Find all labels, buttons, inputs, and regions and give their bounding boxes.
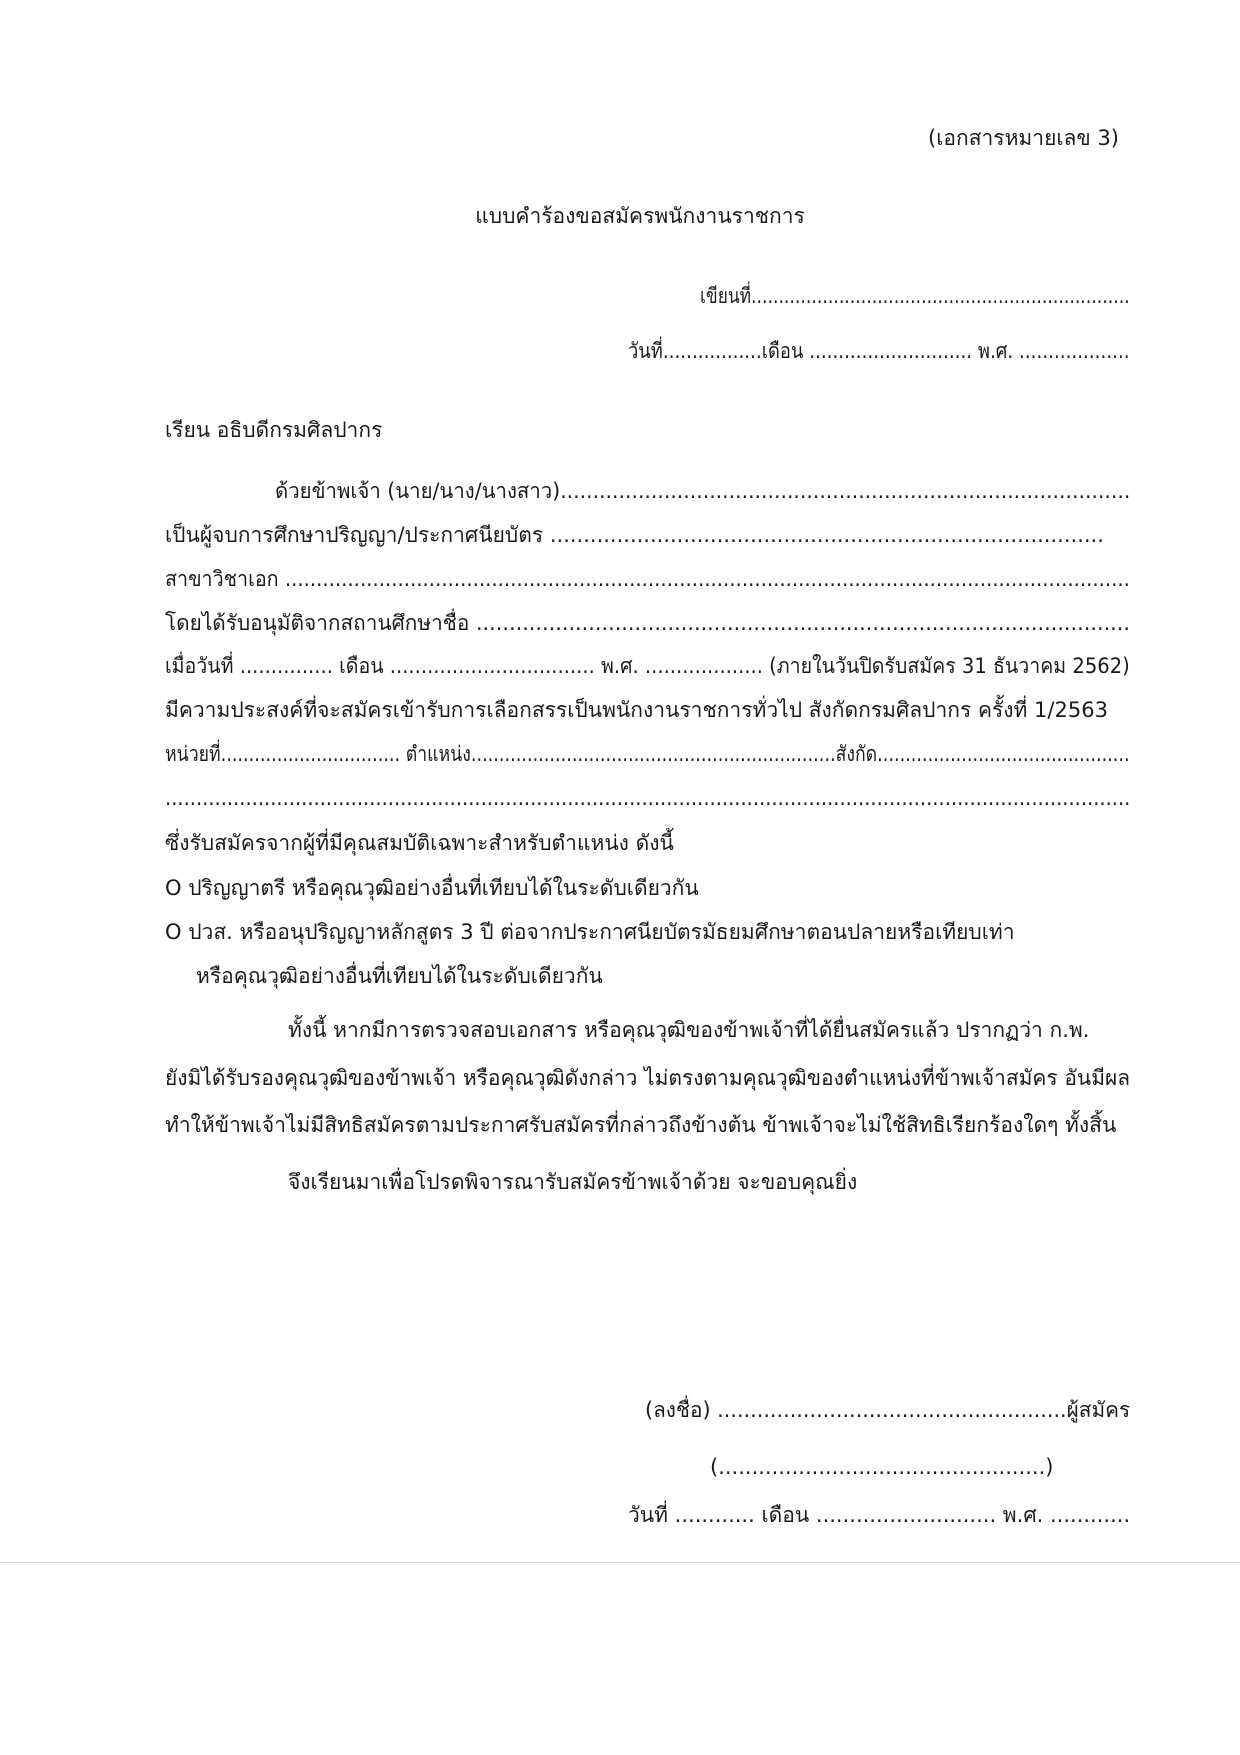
- position-line: หน่วยที่................................ ตำแหน่ง.................................................................สังกัด.............................................: [165, 742, 1130, 766]
- qualification-option-2: O ปวส. หรืออนุปริญญาหลักสูตร 3 ปี ต่อจากประกาศนียบัตรมัธยมศึกษาตอนปลายหรือเทียบเท่า: [165, 920, 1015, 944]
- written-at-line: เขียนที่.....................................................................: [700, 284, 1130, 308]
- document-number: (เอกสารหมายเลข 3): [928, 126, 1119, 150]
- intent-line: มีความประสงค์ที่จะสมัครเข้ารับการเลือกสรรเป็นพนักงานราชการทั่วไป สังกัดกรมศิลปากร ครั้งที่ 1/2563: [165, 698, 1108, 722]
- graduation-date-line: เมื่อวันที่ ............... เดือน ................................. พ.ศ. ................... (ภายในวันปิดรับสมัคร 31 ธันวาคม 2562): [165, 654, 1130, 678]
- declaration-line-3: ทำให้ข้าพเจ้าไม่มีสิทธิสมัครตามประกาศรับสมัครที่กล่าวถึงข้างต้น ข้าพเจ้าจะไม่ใช้สิทธิเรียกร้องใดๆ ทั้งสิ้น: [165, 1113, 1117, 1137]
- declaration-line-2: ยังมิได้รับรองคุณวุฒิของข้าพเจ้า หรือคุณวุฒิดังกล่าว ไม่ตรงตามคุณวุฒิของตำแหน่งที่ข้าพเจ้าสมัคร อันมีผล: [165, 1066, 1131, 1090]
- blank-line: ............................................................................................................................................................: [165, 786, 1131, 810]
- applicant-name-line: ด้วยข้าพเจ้า (นาย/นาง/นางสาว)........................................................................................: [275, 479, 1131, 503]
- form-title: แบบคำร้องขอสมัครพนักงานราชการ: [475, 204, 805, 228]
- declaration-line-1: ทั้งนี้ หากมีการตรวจสอบเอกสาร หรือคุณวุฒิของข้าพเจ้าที่ได้ยื่นสมัครแล้ว ปรากฏว่า ก.พ.: [288, 1018, 1090, 1042]
- qualification-intro: ซึ่งรับสมัครจากผู้ที่มีคุณสมบัติเฉพาะสำหรับตำแหน่ง ดังนี้: [165, 831, 674, 855]
- qualification-option-1: O ปริญญาตรี หรือคุณวุฒิอย่างอื่นที่เทียบได้ในระดับเดียวกัน: [165, 876, 699, 900]
- signature-date-line: วันที่ ............ เดือน ........................... พ.ศ. ............: [628, 1503, 1131, 1527]
- institution-line: โดยได้รับอนุมัติจากสถานศึกษาชื่อ ...................................................................................................: [165, 611, 1131, 635]
- scan-page-edge: [0, 1562, 1240, 1563]
- printed-name-line: (.................................................): [710, 1455, 1054, 1479]
- salutation: เรียน อธิบดีกรมศิลปากร: [165, 418, 383, 442]
- signature-line: (ลงชื่อ) .....................................................ผู้สมัคร: [645, 1398, 1131, 1422]
- education-line: เป็นผู้จบการศึกษาปริญญา/ประกาศนียบัตร ...................................................................................: [165, 523, 1104, 547]
- qualification-option-2-cont: หรือคุณวุฒิอย่างอื่นที่เทียบได้ในระดับเดียวกัน: [196, 964, 603, 988]
- date-line: วันที่.................เดือน ............................ พ.ศ. ...................: [628, 339, 1130, 363]
- major-line: สาขาวิชาเอก .......................................................................................................................................: [165, 567, 1130, 591]
- closing-line: จึงเรียนมาเพื่อโปรดพิจารณารับสมัครข้าพเจ้าด้วย จะขอบคุณยิ่ง: [288, 1170, 858, 1194]
